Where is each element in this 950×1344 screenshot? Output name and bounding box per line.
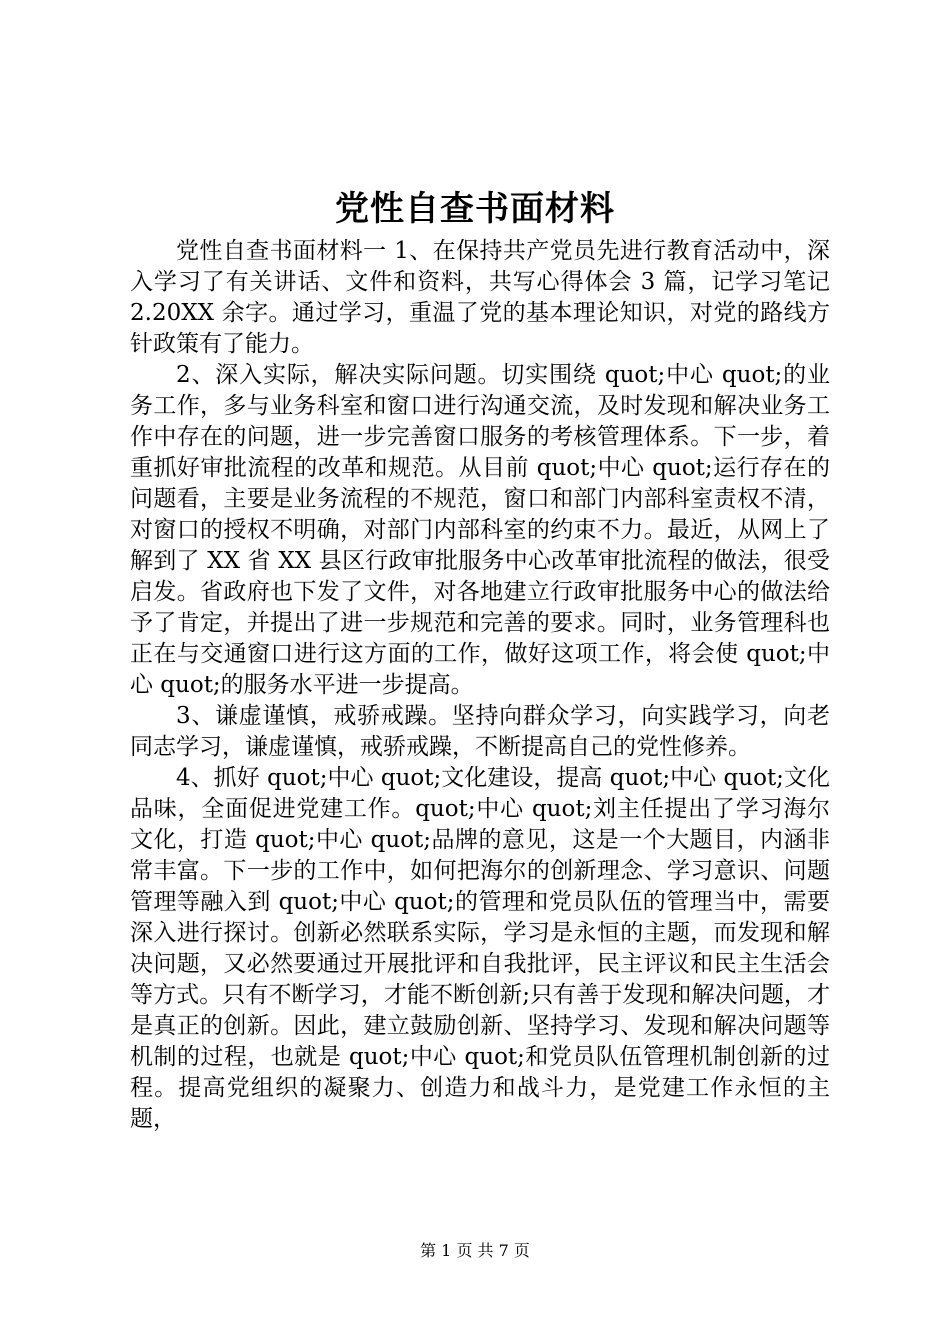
paragraph-4: 4、抓好 quot;中心 quot;文化建设，提高 quot;中心 quot;文化品味，全面促进党建工作。quot;中心 quot;刘主任提出了学习海尔文化，打造 quot;中心 quot;品牌的意见，这是一个大题目，内涵非常丰富。下一步的工作中，如何把海尔的创新理念、学习意识、问题管理等融入到 quot;中心 quot;的管理和党员队伍的管理当中，需要深入进行探讨。创新必然联系实际，学习是永恒的主题，而发现和解决问题，又必然要通过开展批评和自我批评，民主评议和民主生活会等方式。只有不断学习，才能不断创新;只有善于发现和解决问题，才是真正的创新。因此，建立鼓励创新、坚持学习、发现和解决问题等机制的过程，也就是 quot;中心 quot;和党员队伍管理机制创新的过程。提高党组织的凝聚力、创造力和战斗力，是党建工作永恒的主题， — [130, 765, 830, 1132]
paragraph-1: 党性自查书面材料一 1、在保持共产党员先进行教育活动中，深入学习了有关讲话、文件和资料，共写心得体会 3 篇，记学习笔记 2.20XX 余字。通过学习，重温了党的基本理论知识，对党的路线方针政策有了能力。 — [130, 238, 830, 357]
page-title: 党性自查书面材料 — [335, 189, 615, 229]
paragraph-3: 3、谦虚谨慎，戒骄戒躁。坚持向群众学习，向实践学习，向老同志学习，谦虚谨慎，戒骄戒躁，不断提高自己的党性修养。 — [130, 703, 830, 760]
page-footer: 第 1 页 共 7 页 — [420, 1241, 530, 1260]
paragraph-2: 2、深入实际，解决实际问题。切实围绕 quot;中心 quot;的业务工作，多与业务科室和窗口进行沟通交流，及时发现和解决业务工作中存在的问题，进一步完善窗口服务的考核管理体系。下一步，着重抓好审批流程的改革和规范。从目前 quot;中心 quot;运行存在的问题看，主要是业务流程的不规范，窗口和部门内部科室责权不清，对窗口的授权不明确，对部门内部科室的约束不力。最近，从网上了解到了 XX 省 XX 县区行政审批服务中心改革审批流程的做法，很受启发。省政府也下发了文件，对各地建立行政审批服务中心的做法给予了肯定，并提出了进一步规范和完善的要求。同时，业务管理科也正在与交通窗口进行这方面的工作，做好这项工作，将会使 quot;中心 quot;的服务水平进一步提高。 — [130, 362, 830, 698]
document-body — [130, 236, 830, 1135]
